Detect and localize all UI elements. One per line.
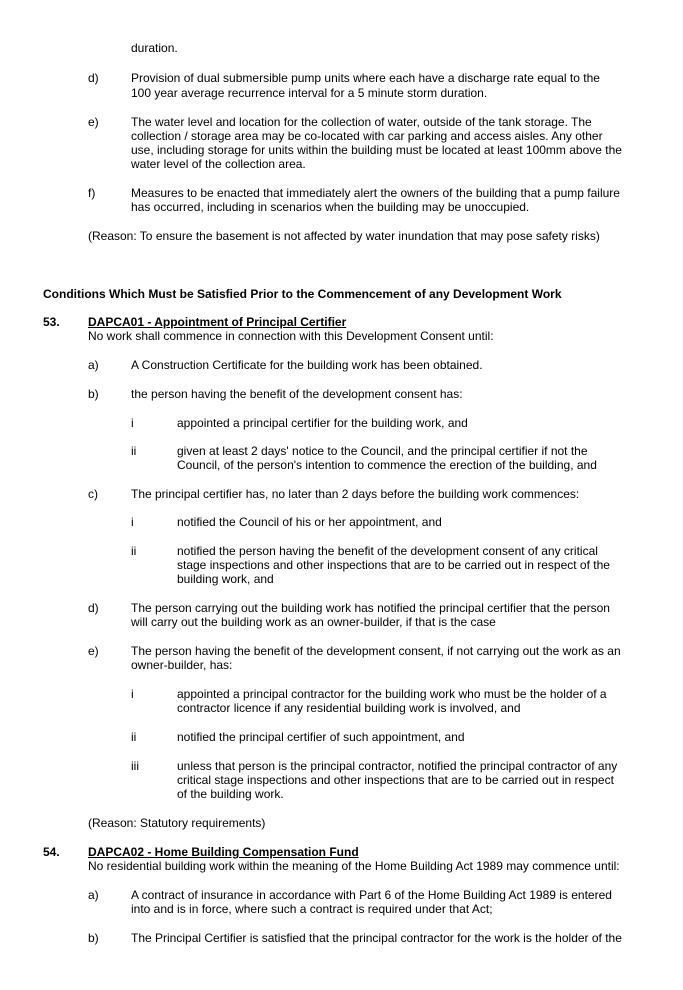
item-text-line: A contract of insurance in accordance with Part 6 of the Home Building Act 1989 is entered [131,888,612,902]
subitem-text-line: of the building work. [177,787,284,801]
item-text-line: owner-builder, has: [131,658,233,672]
item-marker: b) [88,387,99,401]
subitem-text-line: contractor licence if any residential building work is involved, and [177,701,521,715]
item-text-line: The water level and location for the collection of water, outside of the tank storage. The [131,115,592,129]
item-text-line: 100 year average recurrence interval for a 5 minute storm duration. [131,86,488,100]
item-marker: e) [88,644,99,658]
reason-text: (Reason: Statutory requirements) [88,816,266,830]
condition-number: 53. [43,315,60,329]
condition-intro: No residential building work within the meaning of the Home Building Act 1989 may commence until: [88,859,620,873]
condition-title: DAPCA01 - Appointment of Principal Certifier [88,315,347,329]
item-text-line: has occurred, including in scenarios when the building may be unoccupied. [131,200,530,214]
item-text-line: The Principal Certifier is satisfied that the principal contractor for the work is the holder of the [131,931,622,945]
item-text-line: A Construction Certificate for the building work has been obtained. [131,358,483,372]
subitem-text-line: unless that person is the principal contractor, notified the principal contractor of any [177,759,618,773]
subitem-marker: i [131,515,134,529]
subitem-marker: i [131,687,134,701]
item-text-line: use, including storage for units within the building must be located at least 100mm above the [131,143,622,157]
continuation-text: duration. [131,41,178,55]
subitem-marker: ii [131,730,137,744]
item-text-line: the person having the benefit of the development consent has: [131,387,463,401]
subitem-text-line: appointed a principal contractor for the building work who must be the holder of a [177,687,607,701]
subitem-text-line: building work, and [177,572,274,586]
subitem-marker: ii [131,544,137,558]
section-heading: Conditions Which Must be Satisfied Prior to the Commencement of any Development Work [43,287,562,301]
item-text-line: water level of the collection area. [131,157,306,171]
subitem-text-line: notified the Council of his or her appointment, and [177,515,442,529]
item-text-line: Provision of dual submersible pump units where each have a discharge rate equal to the [131,71,600,85]
item-text-line: collection / storage area may be co-located with car parking and access aisles. Any other [131,129,603,143]
reason-text: (Reason: To ensure the basement is not affected by water inundation that may pose safety risks) [88,229,600,243]
item-text-line: into and is in force, where such a contract is required under that Act; [131,902,493,916]
item-marker: a) [88,888,99,902]
subitem-text-line: appointed a principal certifier for the building work, and [177,416,468,430]
subitem-text-line: notified the person having the benefit of the development consent of any critical [177,544,598,558]
condition-title: DAPCA02 - Home Building Compensation Fund [88,845,359,859]
item-text-line: The person having the benefit of the development consent, if not carrying out the work as an [131,644,621,658]
subitem-text-line: critical stage inspections and other inspections that are to be carried out in respect [177,773,614,787]
item-marker: d) [88,601,99,615]
subitem-marker: i [131,416,134,430]
item-marker: c) [88,487,98,501]
item-marker: a) [88,358,99,372]
subitem-marker: iii [131,759,139,773]
item-marker: d) [88,71,99,85]
item-marker: f) [88,186,96,200]
subitem-marker: ii [131,444,137,458]
item-text-line: Measures to be enacted that immediately alert the owners of the building that a pump failure [131,186,620,200]
subitem-text-line: notified the principal certifier of such appointment, and [177,730,465,744]
item-text-line: The person carrying out the building work has notified the principal certifier that the person [131,601,610,615]
item-marker: b) [88,931,99,945]
item-text-line: will carry out the building work as an owner-builder, if that is the case [131,615,496,629]
subitem-text-line: stage inspections and other inspections that are to be carried out in respect of the [177,558,610,572]
condition-number: 54. [43,845,60,859]
item-marker: e) [88,115,99,129]
subitem-text-line: Council, of the person's intention to commence the erection of the building, and [177,458,597,472]
condition-intro: No work shall commence in connection with this Development Consent until: [88,329,494,343]
item-text-line: The principal certifier has, no later than 2 days before the building work commences: [131,487,580,501]
subitem-text-line: given at least 2 days' notice to the Council, and the principal certifier if not the [177,444,588,458]
